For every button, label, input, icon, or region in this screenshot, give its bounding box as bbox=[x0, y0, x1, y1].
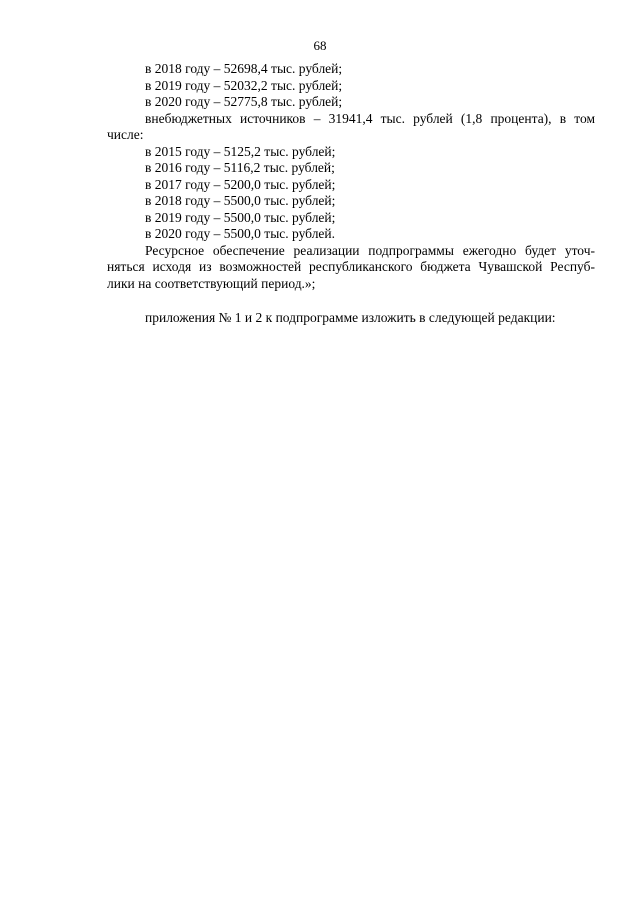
appendix-instruction: приложения № 1 и 2 к подпрограмме изложить в следующей редакции: bbox=[145, 310, 556, 325]
document-body bbox=[107, 61, 595, 327]
paragraph-spacer bbox=[107, 292, 595, 310]
extrabudget-line-2015: в 2015 году – 5125,2 тыс. рублей; bbox=[145, 143, 336, 159]
funding-line-2019: в 2019 году – 52032,2 тыс. рублей; bbox=[145, 77, 343, 93]
funding-line-2018: в 2018 году – 52698,4 тыс. рублей; bbox=[145, 61, 343, 76]
extrabudget-line-2019: в 2019 году – 5500,0 тыс. рублей; bbox=[145, 209, 336, 225]
resource-paragraph-line-3: лики на соответствующий период.»; bbox=[107, 275, 316, 291]
page-number: 68 bbox=[313, 38, 327, 53]
extrabudget-line-2017: в 2017 году – 5200,0 тыс. рублей; bbox=[145, 176, 336, 192]
funding-line-2020: в 2020 году – 52775,8 тыс. рублей; bbox=[145, 94, 343, 109]
extrabudget-line-2020: в 2020 году – 5500,0 тыс. рублей. bbox=[145, 226, 336, 241]
extrabudget-line-2016: в 2016 году – 5116,2 тыс. рублей; bbox=[145, 160, 335, 175]
resource-paragraph-line-1: Ресурсное обеспечение реализации подпрограммы ежегодно будет уточ- bbox=[145, 242, 595, 258]
extrabudget-line-2018: в 2018 году – 5500,0 тыс. рублей; bbox=[145, 193, 336, 208]
resource-paragraph-line-2: няться исходя из возможностей республиканского бюджета Чувашской Респуб- bbox=[107, 259, 595, 274]
extrabudget-line: внебюджетных источников – 31941,4 тыс. рублей (1,8 процента), в том bbox=[145, 110, 595, 126]
extrabudget-line-continued: числе: bbox=[107, 127, 144, 142]
